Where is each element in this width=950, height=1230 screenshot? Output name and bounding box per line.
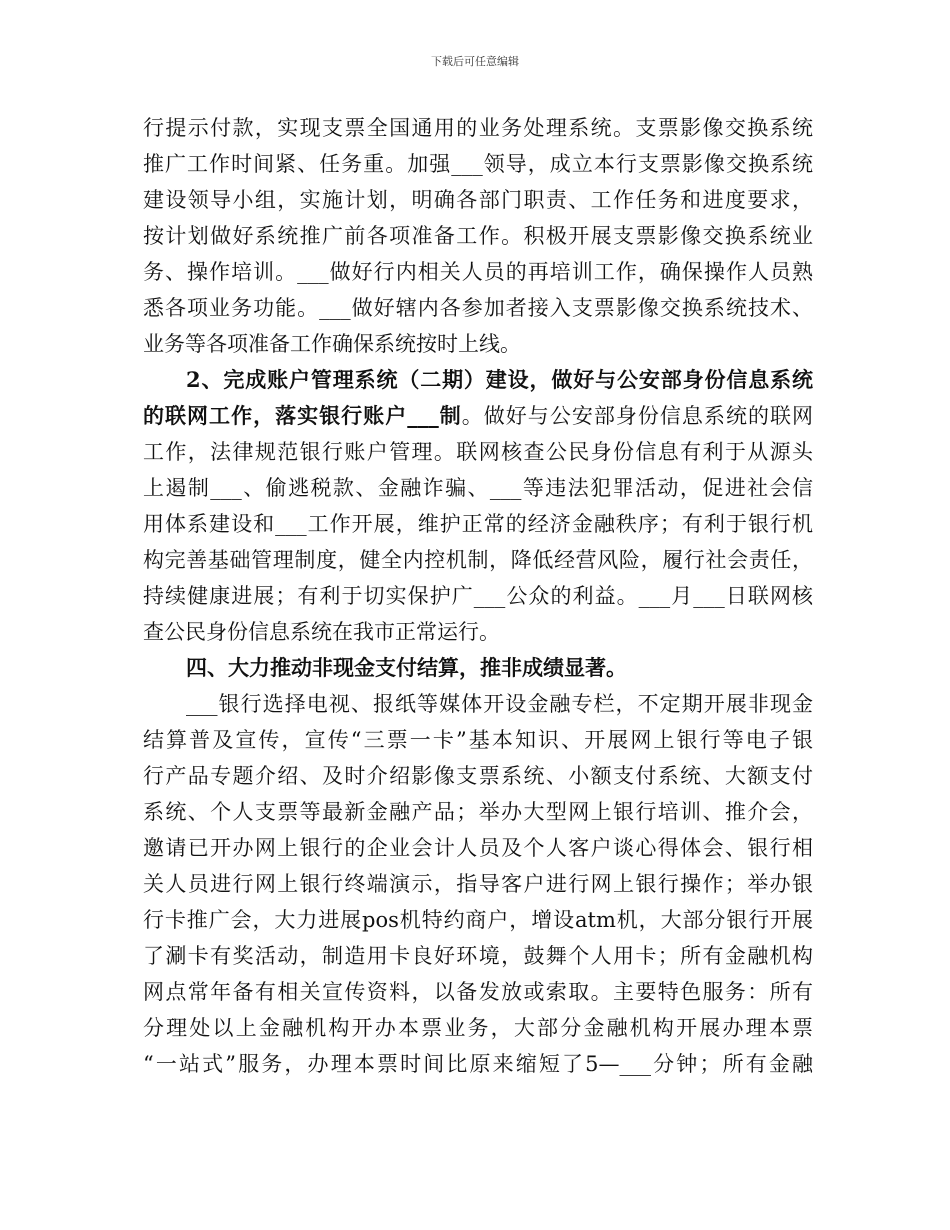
section-heading-line: 2、完成账户管理系统（二期）建设，做好与公安部身份信息系统 (186, 367, 813, 392)
paragraph-line: 行提示付款，实现支票全国通用的业务处理系统。支票影像交换系统 (143, 116, 813, 140)
paragraph-line: 构完善基础管理制度，健全内控机制，降低经营风险，履行社会责任， (143, 548, 813, 572)
paragraph-line: 系统、个人支票等最新金融产品；举办大型网上银行培训、推介会， (143, 800, 813, 824)
paragraph-line: 建设领导小组，实施计划，明确各部门职责、工作任务和进度要求， (143, 188, 813, 212)
paragraph-line: 行产品专题介绍、及时介绍影像支票系统、小额支付系统、大额支付 (143, 764, 813, 788)
paragraph-line: “一站式”服务，办理本票时间比原来缩短了5—___分钟；所有金融 (143, 1052, 813, 1076)
paragraph-line: 务、操作培训。___做好行内相关人员的再培训工作，确保操作人员熟 (143, 260, 813, 284)
paragraph-line: 分理处以上金融机构开办本票业务，大部分金融机构开展办理本票 (143, 1016, 813, 1040)
mixed-heading-line (143, 398, 813, 434)
paragraph-line: 行卡推广会，大力进展pos机特约商户，增设atm机，大部分银行开展 (143, 908, 813, 932)
paragraph-line: 上遏制___、偷逃税款、金融诈骗、___等违法犯罪活动，促进社会信 (143, 476, 813, 500)
paragraph-line: 了涮卡有奖活动，制造用卡良好环境，鼓舞个人用卡；所有金融机构 (143, 944, 813, 968)
paragraph-line: 悉各项业务功能。___做好辖内各参加者接入支票影像交换系统技术、 (143, 296, 813, 320)
paragraph-line: 业务等各项准备工作确保系统按时上线。 (143, 332, 521, 356)
heading-bold-fragment: 的联网工作，落实银行账户___制 (143, 403, 462, 428)
document-body (143, 110, 813, 1082)
paragraph-line: 网点常年备有相关宣传资料，以备发放或索取。主要特色服务：所有 (143, 980, 813, 1004)
paragraph-line: 用体系建设和___工作开展，维护正常的经济金融秩序；有利于银行机 (143, 512, 813, 536)
heading-rest-fragment: 。做好与公安部身份信息系统的联网 (461, 404, 814, 428)
page-header: 下载后可任意编辑 (431, 55, 519, 68)
paragraph-line: ___银行选择电视、报纸等媒体开设金融专栏，不定期开展非现金 (186, 692, 813, 716)
paragraph-line: 关人员进行网上银行终端演示，指导客户进行网上银行操作；举办银 (143, 872, 813, 896)
paragraph-line: 查公民身份信息系统在我市正常运行。 (143, 620, 500, 644)
paragraph-line: 按计划做好系统推广前各项准备工作。积极开展支票影像交换系统业 (143, 224, 813, 248)
paragraph-line: 结算普及宣传，宣传“三票一卡”基本知识、开展网上银行等电子银 (143, 728, 813, 752)
paragraph-line: 推广工作时间紧、任务重。加强___领导，成立本行支票影像交换系统 (143, 152, 813, 176)
paragraph-line: 邀请已开办网上银行的企业会计人员及个人客户谈心得体会、银行相 (143, 836, 813, 860)
paragraph-line: 持续健康进展；有利于切实保护广___公众的利益。___月___日联网核 (143, 584, 813, 608)
paragraph-line: 工作，法律规范银行账户管理。联网核查公民身份信息有利于从源头 (143, 440, 813, 464)
section-heading: 四、大力推动非现金支付结算，推非成绩显著。 (186, 655, 627, 680)
